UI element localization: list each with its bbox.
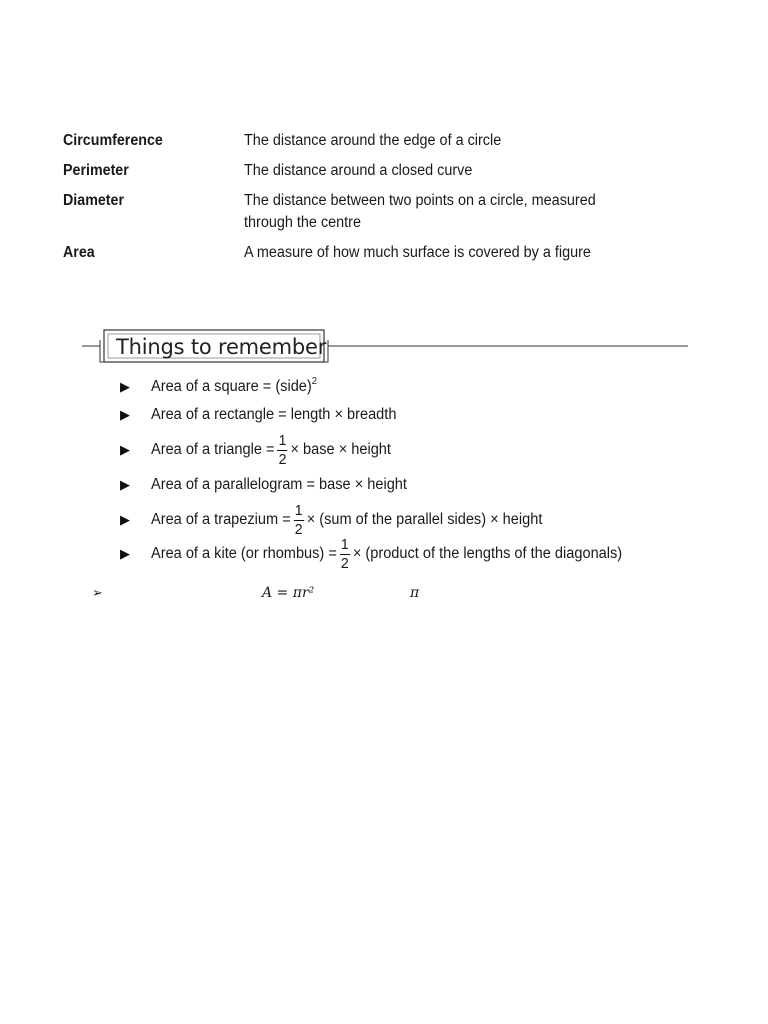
rule-text — [151, 537, 622, 572]
fraction-denominator: 2 — [294, 520, 303, 538]
glossary-definition: The distance around the edge of a circle — [244, 132, 502, 149]
rule-text-after: × (sum of the parallel sides) × height — [306, 511, 543, 528]
glossary-term: Diameter — [63, 192, 125, 209]
rule-parallelogram — [120, 470, 423, 500]
bullet-icon: ▶ — [120, 546, 130, 561]
fraction-one-half — [277, 433, 287, 468]
glossary-definition: The distance between two points on a circle, measured through the centre — [244, 192, 596, 231]
fraction-numerator: 1 — [340, 535, 349, 553]
banner-title: Things to remember — [116, 335, 327, 359]
fraction-denominator: 2 — [340, 554, 349, 572]
glossary-term: Perimeter — [63, 162, 129, 179]
glossary-term: Circumference — [63, 132, 163, 149]
circle-area-formula: A = πr² — [262, 585, 315, 601]
rule-text-before: Area of a trapezium = — [151, 511, 291, 528]
rule-text — [151, 433, 391, 468]
glossary-term: Area — [63, 244, 95, 261]
fraction-one-half — [340, 537, 350, 572]
rule-square — [120, 372, 328, 402]
rule-rectangle — [120, 400, 412, 430]
glossary-definition: The distance around a closed curve — [244, 162, 473, 179]
bullet-icon: ▶ — [120, 407, 130, 422]
fraction-numerator: 1 — [294, 501, 303, 519]
exponent: 2 — [311, 375, 317, 387]
rule-triangle — [120, 432, 406, 468]
fraction-one-half — [294, 503, 304, 538]
fraction-denominator: 2 — [278, 450, 287, 468]
arrow-bullet-icon: ➢ — [92, 585, 103, 600]
pi-symbol: π — [410, 585, 420, 601]
bullet-icon: ▶ — [120, 512, 130, 527]
rule-text-main: Area of a square = (side) — [151, 378, 312, 395]
rule-trapezium — [120, 502, 567, 538]
rule-kite — [120, 536, 652, 572]
rule-text-after: × (product of the lengths of the diagonals) — [352, 545, 623, 562]
rule-text-before: Area of a kite (or rhombus) = — [151, 545, 337, 562]
rule-text: Area of a parallelogram = base × height — [151, 476, 407, 493]
rule-text — [151, 375, 317, 396]
glossary-definition: A measure of how much surface is covered by a figure — [244, 244, 591, 261]
fraction-numerator: 1 — [278, 431, 287, 449]
rule-text-after: × base × height — [290, 441, 391, 458]
rule-text: Area of a rectangle = length × breadth — [151, 406, 397, 423]
rule-text — [151, 503, 542, 538]
bullet-icon: ▶ — [120, 477, 130, 492]
bullet-icon: ▶ — [120, 442, 130, 457]
rule-text-before: Area of a triangle = — [151, 441, 275, 458]
bullet-icon: ▶ — [120, 379, 130, 394]
